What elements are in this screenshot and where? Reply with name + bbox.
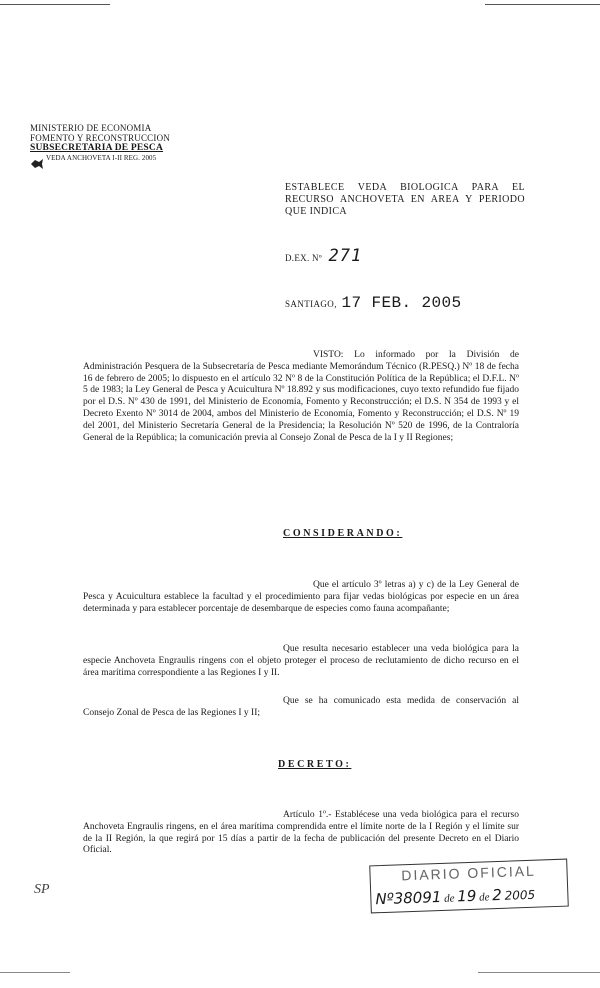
- fish-logo-icon: [30, 157, 44, 171]
- stamp-number: Nº38091: [375, 887, 442, 909]
- considerando-item-1: Que el artículo 3º letras a) y c) de la Ley General de Pesca y Acuicultura establece la facultad y el procedimiento para fijar vedas biológicas por especie en un área determinada y para establecer porcentaje de desembarque de especies como fauna acompañante;: [83, 580, 519, 614]
- article-1: Artículo 1º.- Establécese una veda biológica para el recurso Anchoveta Engraulis ringens, en el área marítima comprendida entre el límite norte de la I Región y el límite sur de la II Región, la que regirá por 15 días a partir de la fecha de publicación del presente Decreto en el Diario Oficial.: [83, 810, 519, 856]
- decreto-heading: DECRETO:: [278, 759, 352, 770]
- ministry-header: [30, 123, 200, 163]
- city: SANTIAGO,: [285, 299, 337, 309]
- considerando-item-3: Que se ha comunicado esta medida de conservación al Consejo Zonal de Pesca de las Regiones I y II;: [83, 696, 519, 718]
- stamp-month: 2: [491, 885, 503, 905]
- diario-oficial-stamp: [369, 859, 569, 914]
- place-date-line: [285, 294, 462, 312]
- stamp-day: 19: [456, 886, 477, 906]
- decree-title: ESTABLECE VEDA BIOLOGICA PARA EL RECURSO ANCHOVETA EN AREA Y PERIODO QUE INDICA: [285, 182, 525, 217]
- bottom-rule-left: [0, 972, 70, 973]
- ministry-line-2: FOMENTO Y RECONSTRUCCION: [30, 133, 170, 143]
- subsecretaria-line: SUBSECRETARIA DE PESCA: [30, 143, 164, 153]
- considerando-item-2: Que resulta necesario establecer una veda biológica para la especie Anchoveta Engraulis ringens con el objeto proteger el proceso de reclutamiento de dicho recurso en el área marítima correspondiente a las Regiones I y II.: [83, 644, 519, 678]
- stamp-date-prefix: de: [443, 892, 455, 905]
- bottom-rule-right: [478, 972, 600, 973]
- ministry-line-1: MINISTERIO DE ECONOMIA: [30, 123, 152, 133]
- visto-paragraph: VISTO: Lo informado por la División de Administración Pesquera de la Subsecretaría de Pesca mediante Memorándum Técnico (R.PESQ.) Nº 18 de fecha 16 de febrero de 2005; lo dispuesto en el artículo 32 Nº 8 de la Constitución Política de la República; el D.F.L. Nº 5 de 1983; la Ley General de Pesca y Acuicultura Nº 18.892 y sus modificaciones, cuyo texto refundido fue fijado por el D.S. Nº 430 de 1991, del Ministerio de Economía, Fomento y Reconstrucción; el D.S. N 354 de 1993 y el Decreto Exento Nº 3014 de 2004, ambos del Ministerio de Economía, Fomento y Reconstrucción; el D.S. Nº 19 del 2001, del Ministerio Secretaría General de la Presidencia; la Resolución Nº 520 de 1996, de la Contraloría General de la República; la comunicación previa al Consejo Zonal de Pesca de la I y II Regiones;: [83, 350, 519, 443]
- handwritten-initials: SP: [34, 882, 50, 897]
- stamp-details: [375, 885, 535, 909]
- date-stamp: 17 FEB. 2005: [341, 294, 462, 312]
- top-rule-left: [0, 4, 110, 5]
- top-rule-right: [485, 4, 600, 5]
- considerando-heading: CONSIDERANDO:: [283, 528, 403, 539]
- reference-line: VEDA ANCHOVETA I-II REG. 2005: [46, 154, 157, 162]
- stamp-title: DIARIO OFICIAL: [401, 862, 537, 884]
- decree-number-label: D.EX. Nº: [285, 253, 322, 263]
- decree-number-line: [285, 246, 362, 266]
- stamp-date-prefix-2: de: [478, 891, 490, 904]
- decree-number: 271: [328, 246, 363, 266]
- stamp-year: 2005: [504, 887, 536, 903]
